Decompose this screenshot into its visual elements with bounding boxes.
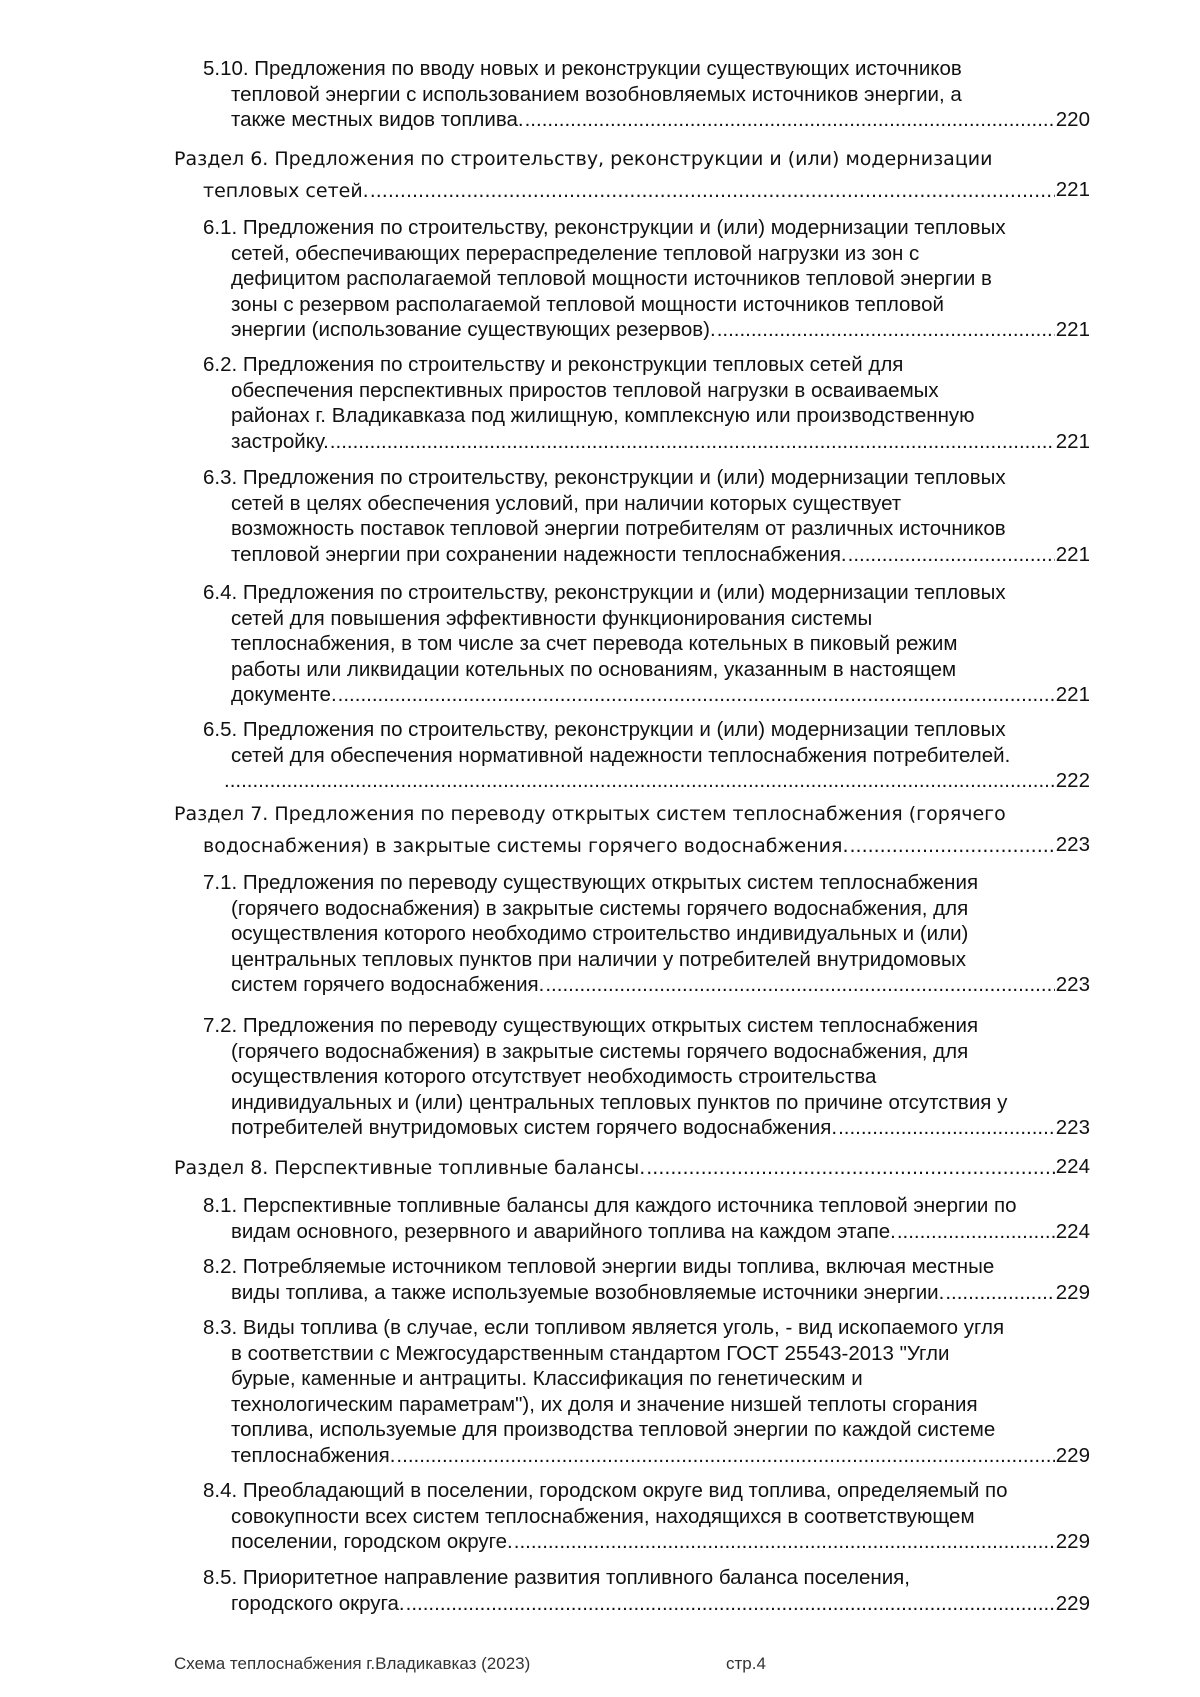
- toc-entry-line: бурые, каменные и антрациты. Классификация по генетическим и: [231, 1367, 863, 1390]
- toc-entry-line: осуществления которого необходимо строительство индивидуальных и (или): [231, 922, 969, 945]
- dot-leader: [849, 835, 1054, 857]
- toc-entry-line: систем горячего водоснабжения.: [231, 973, 545, 996]
- toc-entry-line: потребителей внутридомовых систем горячего водоснабжения.: [231, 1116, 838, 1139]
- toc-entry-line: 8.2. Потребляемые источником тепловой энергии виды топлива, включая местные: [203, 1255, 995, 1278]
- toc-entry-line: обеспечения перспективных приростов тепловой нагрузки в осваиваемых: [231, 378, 939, 402]
- toc-page-number: 229: [1055, 1443, 1090, 1467]
- toc-page-number: 223: [1055, 973, 1090, 996]
- toc-entry-line: возможность поставок тепловой энергии потребителям от различных источников: [231, 517, 1006, 540]
- toc-entry-last-line: [231, 543, 1090, 567]
- dot-leader: [396, 1444, 1054, 1468]
- toc-entry-line: 8.1. Перспективные топливные балансы для каждого источника тепловой энергии по: [203, 1194, 1017, 1217]
- toc-entry-line: районах г. Владикавказа под жилищную, комплексную или производственную: [231, 404, 975, 427]
- toc-entry-line: документе.: [231, 683, 337, 706]
- toc-entry-line: центральных тепловых пунктов при наличии у потребителей внутридомовых: [231, 947, 966, 971]
- toc-entry-line: 5.10. Предложения по вводу новых и реконструкции существующих источников: [203, 57, 962, 80]
- toc-entry-last-line: [231, 430, 1090, 454]
- toc-entry-line: в соответствии с Межгосударственным стандартом ГОСТ 25543-2013 "Угли: [231, 1341, 950, 1365]
- toc-entry-line: городского округа.: [231, 1591, 405, 1615]
- toc-entry-line: виды топлива, а также используемые возобновляемые источники энергии.: [231, 1280, 945, 1304]
- toc-entry-line: сетей, обеспечивающих перераспределение тепловой нагрузки из зон с: [231, 241, 920, 265]
- toc-entry-line: дефицитом располагаемой тепловой мощности источников тепловой энергии в: [231, 267, 992, 290]
- toc-entry-last-line: [231, 1281, 1090, 1305]
- footer-title: Схема теплоснабжения г.Владикавказ (2023): [174, 1654, 531, 1673]
- dot-leader: [525, 108, 1055, 132]
- toc-page-number: 223: [1055, 1116, 1090, 1139]
- toc-entry-line: 6.4. Предложения по строительству, реконструкции и (или) модернизации тепловых: [203, 581, 1006, 604]
- toc-entry-line: Раздел 6. Предложения по строительству, реконструкции и (или) модернизации: [174, 148, 993, 170]
- toc-entry-line: тепловых сетей.: [203, 180, 369, 202]
- toc-entry-line: Раздел 7. Предложения по переводу открытых систем теплоснабжения (горячего: [174, 803, 1006, 825]
- dot-leader: [945, 1281, 1054, 1305]
- toc-entry-line: сетей для обеспечения нормативной надежности теплоснабжения потребителей.: [231, 743, 1011, 767]
- toc-entry-line: также местных видов топлива.: [231, 108, 524, 131]
- toc-entry-line: 7.1. Предложения по переводу существующих открытых систем теплоснабжения: [203, 871, 979, 894]
- toc-entry-line: 6.2. Предложения по строительству и реконструкции тепловых сетей для: [203, 353, 904, 376]
- dot-leader: [330, 430, 1055, 454]
- toc-page-number: 221: [1055, 542, 1090, 566]
- toc-entry-last-line: [231, 1530, 1090, 1554]
- toc-entry-line: индивидуальных и (или) центральных тепловых пунктов по причине отсутствия у: [231, 1090, 1008, 1114]
- toc-entry-line: энергии (использование существующих резервов).: [231, 318, 716, 341]
- dot-leader: [848, 543, 1055, 567]
- toc-entry-last-line: [231, 1116, 1090, 1140]
- toc-entry-line: зоны с резервом располагаемой тепловой мощности источников тепловой: [231, 292, 944, 316]
- footer-page-number: стр.4: [726, 1654, 766, 1673]
- toc-entry-last-line: [231, 318, 1090, 342]
- dot-leader: [646, 1157, 1055, 1179]
- dot-leader: [514, 1530, 1055, 1554]
- toc-entry-last-line: [231, 1444, 1090, 1468]
- toc-entry-line: (горячего водоснабжения) в закрытые системы горячего водоснабжения, для: [231, 896, 969, 920]
- toc-entry-last-line: [231, 1220, 1090, 1244]
- toc-page-number: 221: [1055, 429, 1090, 453]
- toc-entry-line: работы или ликвидации котельных по основаниям, указанным в настоящем: [231, 657, 957, 681]
- toc-entry-line: сетей в целях обеспечения условий, при наличии которых существует: [231, 491, 902, 515]
- toc-entry-last-line: [203, 178, 1090, 202]
- toc-entry-line: технологическим параметрам"), их доля и значение низшей теплоты сгорания: [231, 1392, 978, 1416]
- toc-page-number: 229: [1055, 1530, 1090, 1553]
- toc-entry-last-line: [174, 1155, 1090, 1179]
- toc-page-number: 229: [1055, 1591, 1090, 1615]
- toc-entry-line: (горячего водоснабжения) в закрытые системы горячего водоснабжения, для: [231, 1039, 969, 1063]
- toc-page-number: 222: [1055, 769, 1090, 792]
- dot-leader: [838, 1116, 1055, 1140]
- dot-leader: [338, 683, 1055, 707]
- toc-entry-line: застройку.: [231, 429, 329, 453]
- toc-page-number: 221: [1055, 683, 1090, 706]
- toc-entry-line: Раздел 8. Перспективные топливные балансы.: [174, 1157, 646, 1179]
- toc-entry-line: осуществления которого отсутствует необходимость строительства: [231, 1065, 877, 1088]
- toc-entry-line: 6.5. Предложения по строительству, реконструкции и (или) модернизации тепловых: [203, 718, 1006, 741]
- toc-entry-line: видам основного, резервного и аварийного топлива на каждом этапе.: [231, 1219, 896, 1243]
- toc-entry-last-line: [231, 973, 1090, 997]
- toc-entry-last-line: [231, 1592, 1090, 1616]
- toc-page-number: 221: [1055, 178, 1090, 201]
- toc-entry-line: поселении, городском округе.: [231, 1530, 513, 1553]
- toc-entry-line: 8.3. Виды топлива (в случае, если топливом является уголь, - вид ископаемого угля: [203, 1316, 1005, 1339]
- dot-leader: [370, 180, 1055, 202]
- toc-entry-line: 8.5. Приоритетное направление развития топливного баланса поселения,: [203, 1566, 910, 1589]
- toc-entry-last-line: [223, 769, 1090, 793]
- toc-entry-line: топлива, используемые для производства тепловой энергии по каждой системе: [231, 1418, 996, 1441]
- toc-page-number: 221: [1055, 318, 1090, 341]
- toc-page-number: 223: [1055, 833, 1090, 856]
- dot-leader: [545, 973, 1054, 997]
- toc-entry-line: тепловой энергии при сохранении надежности теплоснабжения.: [231, 542, 847, 566]
- toc-entry-line: водоснабжения) в закрытые системы горячего водоснабжения.: [203, 835, 849, 857]
- dot-leader: [717, 318, 1055, 342]
- toc-entry-line: 8.4. Преобладающий в поселении, городском округе вид топлива, определяемый по: [203, 1479, 1008, 1502]
- toc-entry-last-line: [203, 833, 1090, 857]
- dot-leader: [897, 1220, 1055, 1244]
- toc-entry-line: 6.3. Предложения по строительству, реконструкции и (или) модернизации тепловых: [203, 466, 1006, 489]
- toc-entry-line: теплоснабжения, в том числе за счет перевода котельных в пиковый режим: [231, 632, 958, 655]
- toc-page-number: 229: [1055, 1280, 1090, 1304]
- toc-page-number: 224: [1055, 1155, 1090, 1178]
- toc-entry-line: сетей для повышения эффективности функционирования системы: [231, 606, 873, 630]
- toc-entry-line: тепловой энергии с использованием возобновляемых источников энергии, а: [231, 82, 962, 106]
- toc-entry-line: 7.2. Предложения по переводу существующих открытых систем теплоснабжения: [203, 1014, 979, 1037]
- toc-entry-last-line: [231, 683, 1090, 707]
- toc-entry-line: теплоснабжения.: [231, 1443, 396, 1467]
- dot-leader: [224, 769, 1055, 793]
- toc-entry-last-line: [231, 108, 1090, 132]
- toc-entry-line: совокупности всех систем теплоснабжения, находящихся в соответствующем: [231, 1504, 975, 1528]
- toc-page-number: 220: [1055, 108, 1090, 131]
- toc-entry-line: 6.1. Предложения по строительству, реконструкции и (или) модернизации тепловых: [203, 216, 1006, 239]
- dot-leader: [406, 1592, 1055, 1616]
- toc-page-number: 224: [1055, 1219, 1090, 1243]
